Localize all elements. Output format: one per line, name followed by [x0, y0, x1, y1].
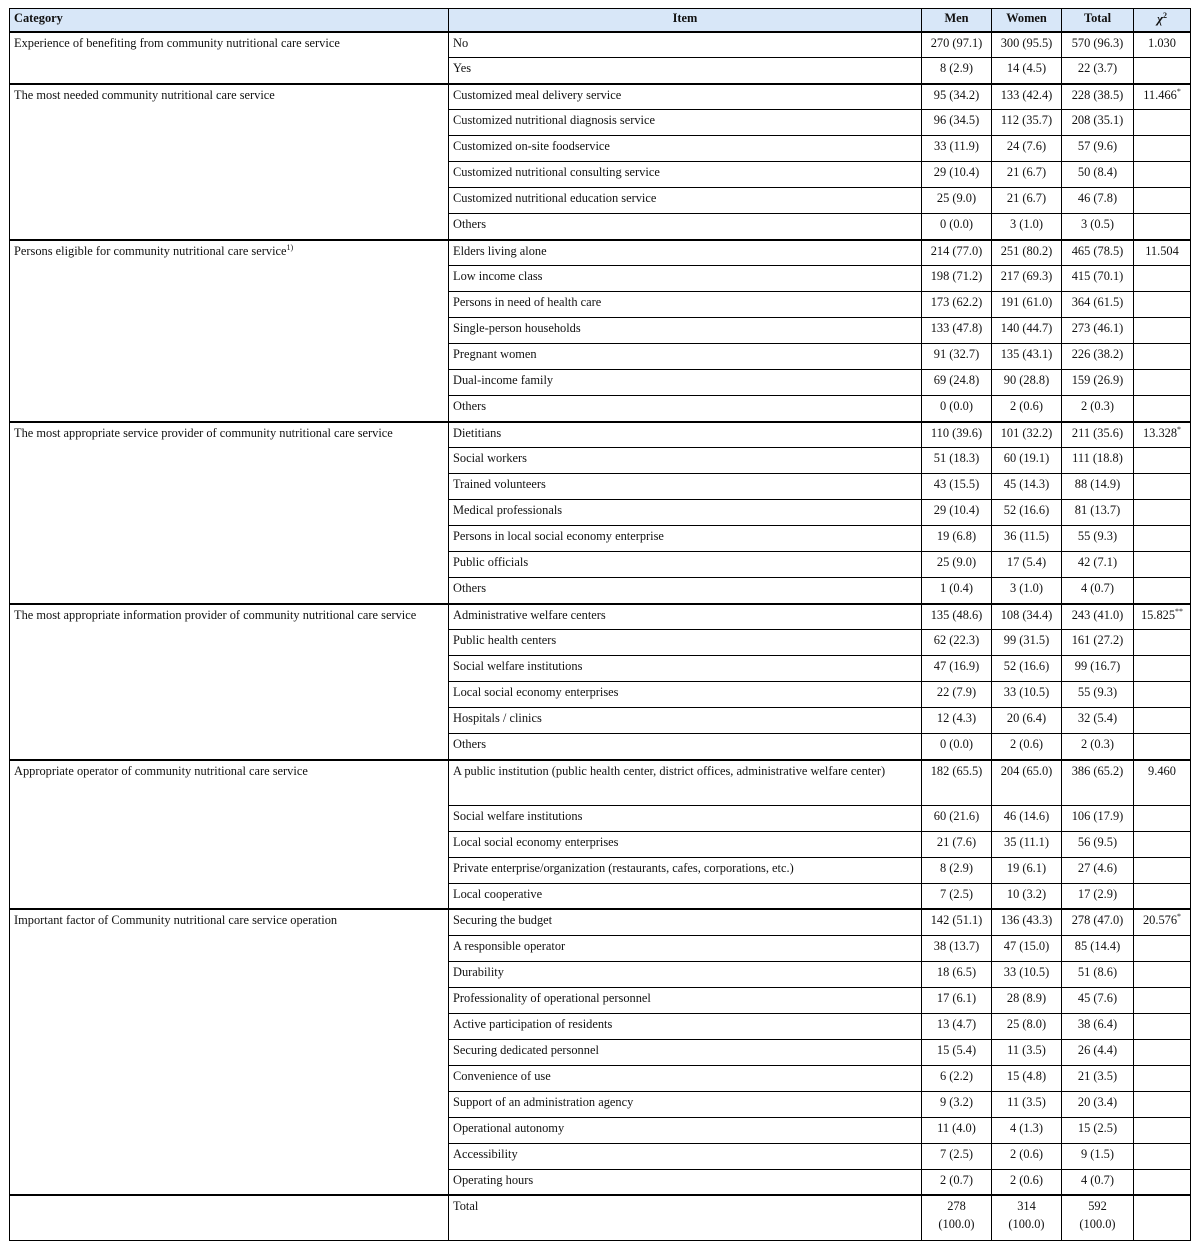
header-men: Men	[922, 9, 992, 32]
women-cell: 3 (1.0)	[992, 578, 1062, 604]
chi-square-cell	[1134, 961, 1191, 987]
chi-square-cell	[1134, 526, 1191, 552]
table-row	[10, 422, 1191, 448]
item-cell: No	[449, 32, 922, 58]
item-cell: Others	[449, 396, 922, 422]
total-cell: 26 (4.4)	[1062, 1039, 1134, 1065]
men-cell: 198 (71.2)	[922, 266, 992, 292]
table-row	[10, 240, 1191, 266]
item-cell: Dual-income family	[449, 370, 922, 396]
chi-square-cell	[1134, 266, 1191, 292]
chi-square-cell	[1134, 344, 1191, 370]
category-cell	[10, 909, 449, 1195]
total-cell: 17 (2.9)	[1062, 883, 1134, 909]
item-cell: Local social economy enterprises	[449, 831, 922, 857]
chi-square-value: 15.825	[1140, 607, 1176, 622]
men-cell: 2 (0.7)	[922, 1169, 992, 1195]
item-cell: Private enterprise/organization (restaurants, cafes, corporations, etc.)	[449, 857, 922, 883]
chi-square-cell	[1134, 552, 1191, 578]
men-cell: 60 (21.6)	[922, 805, 992, 831]
total-men-cell	[922, 1195, 992, 1241]
header-category: Category	[10, 9, 449, 32]
item-cell: A public institution (public health center, district offices, administrative welfare center)	[449, 760, 922, 806]
total-cell: 106 (17.9)	[1062, 805, 1134, 831]
women-cell: 52 (16.6)	[992, 656, 1062, 682]
item-cell: Convenience of use	[449, 1065, 922, 1091]
total-cell: 9 (1.5)	[1062, 1143, 1134, 1169]
chi-square-value: 9.460	[1148, 763, 1176, 778]
women-cell: 52 (16.6)	[992, 500, 1062, 526]
women-cell: 19 (6.1)	[992, 857, 1062, 883]
men-cell: 9 (3.2)	[922, 1091, 992, 1117]
men-cell: 6 (2.2)	[922, 1065, 992, 1091]
significance-marker: **	[1175, 606, 1184, 616]
significance-marker: *	[1177, 424, 1182, 434]
header-women: Women	[992, 9, 1062, 32]
item-cell: Public health centers	[449, 630, 922, 656]
men-cell: 142 (51.1)	[922, 909, 992, 935]
header-chi-square	[1134, 9, 1191, 32]
total-cell: 159 (26.9)	[1062, 370, 1134, 396]
chi-square-cell	[1134, 136, 1191, 162]
item-cell: Customized nutritional consulting service	[449, 162, 922, 188]
chi-square-cell	[1134, 370, 1191, 396]
total-women-count: 314	[1017, 1199, 1036, 1213]
category-cell	[10, 422, 449, 604]
men-cell: 91 (32.7)	[922, 344, 992, 370]
chi-square-cell	[1134, 682, 1191, 708]
total-women-cell	[992, 1195, 1062, 1241]
chi-square-cell	[1134, 734, 1191, 760]
total-cell: 88 (14.9)	[1062, 474, 1134, 500]
total-cell: 81 (13.7)	[1062, 500, 1134, 526]
data-table	[9, 8, 1191, 1241]
women-cell: 36 (11.5)	[992, 526, 1062, 552]
men-cell: 29 (10.4)	[922, 500, 992, 526]
women-cell: 10 (3.2)	[992, 883, 1062, 909]
total-cell: 57 (9.6)	[1062, 136, 1134, 162]
women-cell: 17 (5.4)	[992, 552, 1062, 578]
total-cell: 22 (3.7)	[1062, 58, 1134, 84]
total-cell: 161 (27.2)	[1062, 630, 1134, 656]
item-cell: Medical professionals	[449, 500, 922, 526]
women-cell: 108 (34.4)	[992, 604, 1062, 630]
category-label: The most appropriate information provider of community nutritional care service	[14, 607, 417, 622]
chi-square-cell	[1134, 422, 1191, 448]
men-cell: 22 (7.9)	[922, 682, 992, 708]
header-total: Total	[1062, 9, 1134, 32]
men-cell: 62 (22.3)	[922, 630, 992, 656]
chi-square-cell	[1134, 84, 1191, 110]
men-cell: 18 (6.5)	[922, 961, 992, 987]
significance-marker: *	[1176, 86, 1181, 96]
category-label: The most appropriate service provider of community nutritional care service	[14, 425, 393, 440]
item-cell: Social welfare institutions	[449, 805, 922, 831]
total-cell: 570 (96.3)	[1062, 32, 1134, 58]
men-cell: 135 (48.6)	[922, 604, 992, 630]
total-cell: 56 (9.5)	[1062, 831, 1134, 857]
category-label: Persons eligible for community nutritional care service	[14, 243, 287, 258]
total-category-cell	[10, 1195, 449, 1241]
women-cell: 191 (61.0)	[992, 292, 1062, 318]
total-cell: 85 (14.4)	[1062, 935, 1134, 961]
chi-square-cell	[1134, 935, 1191, 961]
men-cell: 182 (65.5)	[922, 760, 992, 806]
men-cell: 29 (10.4)	[922, 162, 992, 188]
total-cell: 243 (41.0)	[1062, 604, 1134, 630]
category-label: Important factor of Community nutritional care service operation	[14, 913, 338, 927]
item-cell: Yes	[449, 58, 922, 84]
item-cell: Trained volunteers	[449, 474, 922, 500]
chi-square-cell	[1134, 760, 1191, 806]
men-cell: 95 (34.2)	[922, 84, 992, 110]
item-cell: Others	[449, 734, 922, 760]
header-item: Item	[449, 9, 922, 32]
men-cell: 8 (2.9)	[922, 58, 992, 84]
men-cell: 173 (62.2)	[922, 292, 992, 318]
chi-square-cell	[1134, 448, 1191, 474]
item-cell: Persons in need of health care	[449, 292, 922, 318]
men-cell: 270 (97.1)	[922, 32, 992, 58]
total-men-count: 278	[947, 1199, 966, 1213]
women-cell: 11 (3.5)	[992, 1039, 1062, 1065]
item-cell: Administrative welfare centers	[449, 604, 922, 630]
chi-square-cell	[1134, 909, 1191, 935]
table-row	[10, 32, 1191, 58]
men-cell: 7 (2.5)	[922, 883, 992, 909]
chi-square-cell	[1134, 578, 1191, 604]
women-cell: 25 (8.0)	[992, 1013, 1062, 1039]
chi-square-cell	[1134, 1169, 1191, 1195]
chi-square-cell	[1134, 474, 1191, 500]
category-label: Experience of benefiting from community nutritional care service	[14, 35, 340, 50]
women-cell: 28 (8.9)	[992, 987, 1062, 1013]
item-cell: Active participation of residents	[449, 1013, 922, 1039]
men-cell: 8 (2.9)	[922, 857, 992, 883]
men-cell: 69 (24.8)	[922, 370, 992, 396]
total-cell: 415 (70.1)	[1062, 266, 1134, 292]
category-cell	[10, 604, 449, 760]
women-cell: 21 (6.7)	[992, 162, 1062, 188]
women-cell: 99 (31.5)	[992, 630, 1062, 656]
total-cell: 20 (3.4)	[1062, 1091, 1134, 1117]
chi-square-cell	[1134, 1143, 1191, 1169]
women-cell: 60 (19.1)	[992, 448, 1062, 474]
total-label: Total	[449, 1195, 922, 1241]
men-cell: 47 (16.9)	[922, 656, 992, 682]
men-cell: 12 (4.3)	[922, 708, 992, 734]
item-cell: Customized nutritional diagnosis service	[449, 110, 922, 136]
total-total-count: 592	[1088, 1199, 1107, 1213]
significance-marker: *	[1177, 912, 1182, 921]
total-cell: 364 (61.5)	[1062, 292, 1134, 318]
chi-square-cell	[1134, 1117, 1191, 1143]
chi-square-cell	[1134, 110, 1191, 136]
item-cell: Accessibility	[449, 1143, 922, 1169]
total-men-percent: (100.0)	[938, 1216, 975, 1231]
total-cell: 42 (7.1)	[1062, 552, 1134, 578]
women-cell: 140 (44.7)	[992, 318, 1062, 344]
men-cell: 1 (0.4)	[922, 578, 992, 604]
women-cell: 135 (43.1)	[992, 344, 1062, 370]
total-cell: 208 (35.1)	[1062, 110, 1134, 136]
item-cell: Operating hours	[449, 1169, 922, 1195]
category-cell	[10, 240, 449, 422]
men-cell: 51 (18.3)	[922, 448, 992, 474]
item-cell: Customized meal delivery service	[449, 84, 922, 110]
category-label: The most needed community nutritional care service	[14, 87, 275, 102]
table-row	[10, 909, 1191, 935]
total-cell: 2 (0.3)	[1062, 734, 1134, 760]
chi-square-cell	[1134, 292, 1191, 318]
item-cell: Low income class	[449, 266, 922, 292]
chi-square-cell	[1134, 1065, 1191, 1091]
item-cell: Professionality of operational personnel	[449, 987, 922, 1013]
total-cell: 2 (0.3)	[1062, 396, 1134, 422]
men-cell: 133 (47.8)	[922, 318, 992, 344]
total-cell: 465 (78.5)	[1062, 240, 1134, 266]
item-cell: Public officials	[449, 552, 922, 578]
total-cell: 21 (3.5)	[1062, 1065, 1134, 1091]
chi-square-cell	[1134, 831, 1191, 857]
total-cell: 226 (38.2)	[1062, 344, 1134, 370]
total-cell: 228 (38.5)	[1062, 84, 1134, 110]
item-cell: Local cooperative	[449, 883, 922, 909]
chi-square-cell	[1134, 32, 1191, 58]
chi-square-cell	[1134, 214, 1191, 240]
total-cell: 211 (35.6)	[1062, 422, 1134, 448]
women-cell: 3 (1.0)	[992, 214, 1062, 240]
chi-square-cell	[1134, 805, 1191, 831]
men-cell: 33 (11.9)	[922, 136, 992, 162]
total-cell: 111 (18.8)	[1062, 448, 1134, 474]
women-cell: 46 (14.6)	[992, 805, 1062, 831]
men-cell: 21 (7.6)	[922, 831, 992, 857]
women-cell: 2 (0.6)	[992, 1169, 1062, 1195]
chi-symbol: χ	[1156, 11, 1164, 26]
women-cell: 21 (6.7)	[992, 188, 1062, 214]
total-cell: 45 (7.6)	[1062, 987, 1134, 1013]
chi-square-value: 11.504	[1145, 243, 1179, 258]
men-cell: 0 (0.0)	[922, 396, 992, 422]
chi-square-cell	[1134, 240, 1191, 266]
men-cell: 25 (9.0)	[922, 552, 992, 578]
total-cell: 51 (8.6)	[1062, 961, 1134, 987]
men-cell: 17 (6.1)	[922, 987, 992, 1013]
men-cell: 0 (0.0)	[922, 214, 992, 240]
chi-square-cell	[1134, 1013, 1191, 1039]
total-cell: 27 (4.6)	[1062, 857, 1134, 883]
total-cell: 386 (65.2)	[1062, 760, 1134, 806]
total-cell: 273 (46.1)	[1062, 318, 1134, 344]
total-total-cell	[1062, 1195, 1134, 1241]
chi-square-cell	[1134, 162, 1191, 188]
total-cell: 55 (9.3)	[1062, 682, 1134, 708]
chi-square-cell	[1134, 188, 1191, 214]
chi-square-cell	[1134, 857, 1191, 883]
women-cell: 11 (3.5)	[992, 1091, 1062, 1117]
men-cell: 11 (4.0)	[922, 1117, 992, 1143]
total-cell: 3 (0.5)	[1062, 214, 1134, 240]
chi-square-value: 11.466	[1143, 87, 1177, 102]
chi-square-cell	[1134, 58, 1191, 84]
total-cell: 278 (47.0)	[1062, 909, 1134, 935]
total-cell: 46 (7.8)	[1062, 188, 1134, 214]
women-cell: 20 (6.4)	[992, 708, 1062, 734]
item-cell: Single-person households	[449, 318, 922, 344]
women-cell: 136 (43.3)	[992, 909, 1062, 935]
item-cell: Elders living alone	[449, 240, 922, 266]
total-row	[10, 1195, 1191, 1241]
women-cell: 4 (1.3)	[992, 1117, 1062, 1143]
chi-square-cell	[1134, 604, 1191, 630]
item-cell: Securing the budget	[449, 909, 922, 935]
men-cell: 214 (77.0)	[922, 240, 992, 266]
item-cell: Support of an administration agency	[449, 1091, 922, 1117]
women-cell: 133 (42.4)	[992, 84, 1062, 110]
chi-square-cell	[1134, 987, 1191, 1013]
total-total-percent: (100.0)	[1079, 1216, 1116, 1231]
total-cell: 15 (2.5)	[1062, 1117, 1134, 1143]
women-cell: 217 (69.3)	[992, 266, 1062, 292]
total-cell: 4 (0.7)	[1062, 1169, 1134, 1195]
chi-square-cell	[1134, 318, 1191, 344]
women-cell: 2 (0.6)	[992, 1143, 1062, 1169]
women-cell: 2 (0.6)	[992, 396, 1062, 422]
total-cell: 38 (6.4)	[1062, 1013, 1134, 1039]
item-cell: Customized nutritional education service	[449, 188, 922, 214]
men-cell: 38 (13.7)	[922, 935, 992, 961]
footnote-marker: 1)	[286, 242, 294, 252]
total-cell: 99 (16.7)	[1062, 656, 1134, 682]
women-cell: 33 (10.5)	[992, 682, 1062, 708]
chi-square-cell	[1134, 656, 1191, 682]
chi-square-value: 13.328	[1142, 425, 1178, 440]
item-cell: Others	[449, 578, 922, 604]
category-cell	[10, 32, 449, 84]
men-cell: 15 (5.4)	[922, 1039, 992, 1065]
category-label: Appropriate operator of community nutritional care service	[14, 763, 308, 778]
chi-square-cell	[1134, 708, 1191, 734]
men-cell: 7 (2.5)	[922, 1143, 992, 1169]
men-cell: 13 (4.7)	[922, 1013, 992, 1039]
women-cell: 35 (11.1)	[992, 831, 1062, 857]
chi-square-cell	[1134, 1039, 1191, 1065]
women-cell: 24 (7.6)	[992, 136, 1062, 162]
item-cell: Others	[449, 214, 922, 240]
chi-square-cell	[1134, 500, 1191, 526]
category-cell	[10, 760, 449, 910]
total-chi-cell	[1134, 1195, 1191, 1241]
item-cell: Dietitians	[449, 422, 922, 448]
women-cell: 33 (10.5)	[992, 961, 1062, 987]
total-cell: 50 (8.4)	[1062, 162, 1134, 188]
women-cell: 101 (32.2)	[992, 422, 1062, 448]
women-cell: 300 (95.5)	[992, 32, 1062, 58]
women-cell: 90 (28.8)	[992, 370, 1062, 396]
item-cell: Pregnant women	[449, 344, 922, 370]
women-cell: 2 (0.6)	[992, 734, 1062, 760]
table-container	[9, 8, 1191, 1241]
chi-square-cell	[1134, 630, 1191, 656]
chi-square-value: 1.030	[1148, 35, 1176, 50]
total-cell: 55 (9.3)	[1062, 526, 1134, 552]
table-row	[10, 84, 1191, 110]
women-cell: 47 (15.0)	[992, 935, 1062, 961]
men-cell: 43 (15.5)	[922, 474, 992, 500]
women-cell: 14 (4.5)	[992, 58, 1062, 84]
women-cell: 45 (14.3)	[992, 474, 1062, 500]
item-cell: A responsible operator	[449, 935, 922, 961]
item-cell: Operational autonomy	[449, 1117, 922, 1143]
women-cell: 251 (80.2)	[992, 240, 1062, 266]
table-row	[10, 760, 1191, 806]
item-cell: Social workers	[449, 448, 922, 474]
chi-exponent: 2	[1163, 11, 1168, 20]
table-body	[10, 32, 1191, 1241]
total-cell: 4 (0.7)	[1062, 578, 1134, 604]
item-cell: Social welfare institutions	[449, 656, 922, 682]
men-cell: 110 (39.6)	[922, 422, 992, 448]
total-women-percent: (100.0)	[1008, 1216, 1045, 1231]
table-row	[10, 604, 1191, 630]
item-cell: Hospitals / clinics	[449, 708, 922, 734]
women-cell: 15 (4.8)	[992, 1065, 1062, 1091]
men-cell: 96 (34.5)	[922, 110, 992, 136]
men-cell: 25 (9.0)	[922, 188, 992, 214]
women-cell: 204 (65.0)	[992, 760, 1062, 806]
item-cell: Securing dedicated personnel	[449, 1039, 922, 1065]
item-cell: Local social economy enterprises	[449, 682, 922, 708]
total-cell: 32 (5.4)	[1062, 708, 1134, 734]
item-cell: Persons in local social economy enterprise	[449, 526, 922, 552]
men-cell: 19 (6.8)	[922, 526, 992, 552]
chi-square-cell	[1134, 883, 1191, 909]
header-row	[10, 9, 1191, 32]
item-cell: Durability	[449, 961, 922, 987]
item-cell: Customized on-site foodservice	[449, 136, 922, 162]
men-cell: 0 (0.0)	[922, 734, 992, 760]
chi-square-cell	[1134, 396, 1191, 422]
women-cell: 112 (35.7)	[992, 110, 1062, 136]
category-cell	[10, 84, 449, 240]
chi-square-cell	[1134, 1091, 1191, 1117]
chi-square-value: 20.576	[1142, 913, 1178, 927]
